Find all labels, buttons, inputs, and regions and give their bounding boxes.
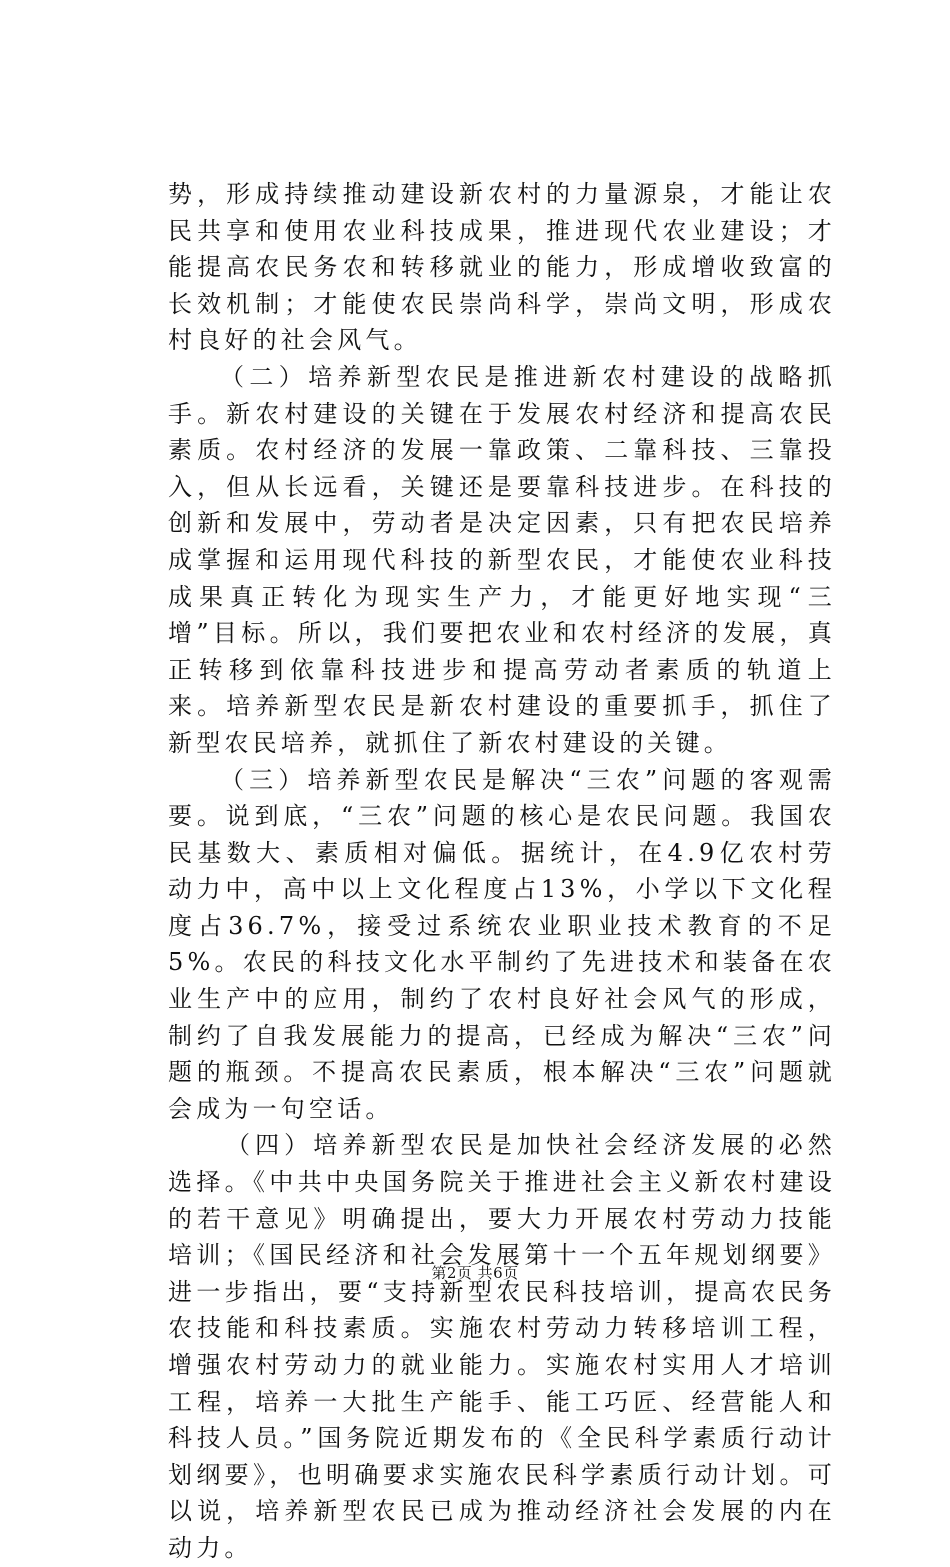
paragraph-section-2: （二）培养新型农民是推进新农村建设的战略抓手。新农村建设的关键在于发展农村经济和提高农民素质。农村经济的发展一靠政策、二靠科技、三靠投入，但从长远看，关键还是要靠科技进步。在科技的创新和发展中，劳动者是决定因素，只有把农民培养成掌握和运用现代科技的新型农民，才能使农业科技成果真正转化为现实生产力，才能更好地实现“三增”目标。所以，我们要把农业和农村经济的发展，真正转移到依靠科技进步和提高劳动者素质的轨道上来。培养新型农民是新农村建设的重要抓手，抓住了新型农民培养，就抓住了新农村建设的关键。 (168, 362, 836, 757)
document-body (168, 176, 836, 1567)
paragraph-continuation: 势，形成持续推动建设新农村的力量源泉，才能让农民共享和使用农业科技成果，推进现代农业建设；才能提高农民务农和转移就业的能力，形成增收致富的长效机制；才能使农民崇尚科学，崇尚文明，形成农村良好的社会风气。 (168, 180, 836, 355)
page-number-footer: 第2页 共6页 (431, 1264, 519, 1282)
paragraph-section-4: （四）培养新型农民是加快社会经济发展的必然选择。《中共中央国务院关于推进社会主义新农村建设的若干意见》明确提出，要大力开展农村劳动力技能培训；《国民经济和社会发展第十一个五年规划纲要》进一步指出，要“支持新型农民科技培训，提高农民务农技能和科技素质。实施农村劳动力转移培训工程，增强农村劳动力的就业能力。实施农村实用人才培训工程，培养一大批生产能手、能工巧匠、经营能人和科技人员。”国务院近期发布的《全民科学素质行动计划纲要》，也明确要求实施农民科学素质行动计划。可以说，培养新型农民已成为推动经济社会发展的内在动力。 (168, 1131, 836, 1562)
paragraph-section-3: （三）培养新型农民是解决“三农”问题的客观需要。说到底，“三农”问题的核心是农民问题。我国农民基数大、素质相对偏低。据统计，在4.9亿农村劳动力中，高中以上文化程度占13%，小学以下文化程度占36.7%，接受过系统农业职业技术教育的不足5%。农民的科技文化水平制约了先进技术和装备在农业生产中的应用，制约了农村良好社会风气的形成，制约了自我发展能力的提高，已经成为解决“三农”问题的瓶颈。不提高农民素质，根本解决“三农”问题就会成为一句空话。 (168, 765, 836, 1123)
